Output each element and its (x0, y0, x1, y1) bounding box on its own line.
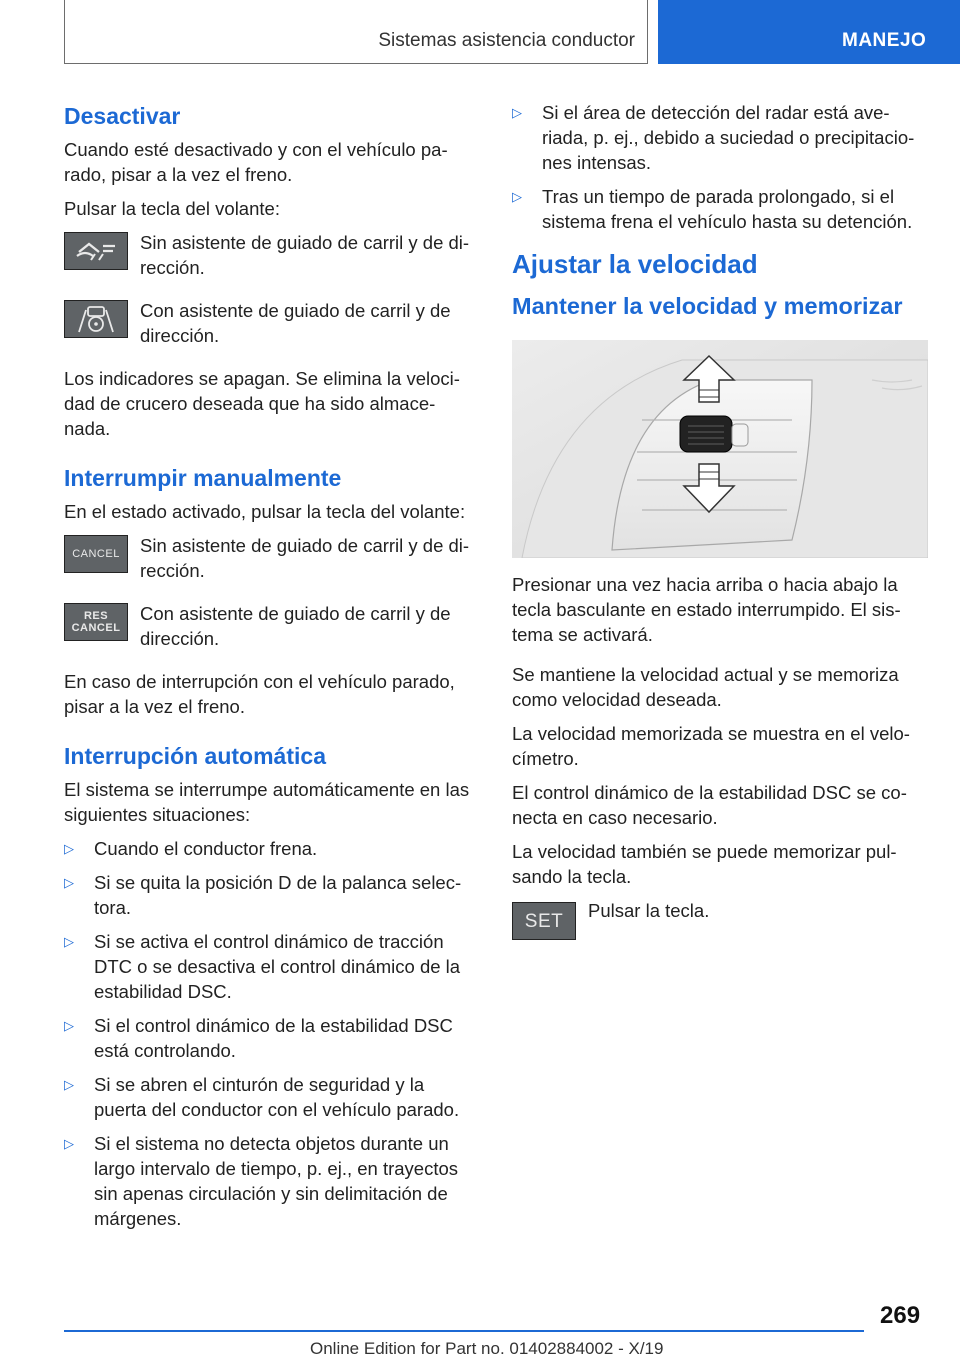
left-column (64, 100, 480, 1240)
list-item: ▷ Si el área de detección del radar está ave-riada, p. ej., debido a suciedad o precipitacio-nes intensas. (512, 102, 915, 173)
button-description: Sin asistente de guiado de carril y de di-rección. (140, 232, 470, 278)
edition-note: Online Edition for Part no. 01402884002 - X/19 (310, 1339, 664, 1358)
page-header (0, 0, 960, 66)
list-item: ▷ Si se abren el cinturón de seguridad y la puerta del conductor con el vehículo parado. (64, 1074, 460, 1120)
bullet-arrow-icon: ▷ (512, 189, 522, 204)
bullet-arrow-icon: ▷ (64, 875, 74, 890)
paragraph: Se mantiene la velocidad actual y se memoriza como velocidad deseada. (512, 664, 899, 710)
heading-interrumpir-manualmente: Interrumpir manualmente (64, 465, 342, 491)
situations-list-continued (512, 100, 928, 234)
situations-list (64, 836, 480, 1231)
button-row (64, 533, 480, 583)
cancel-key-icon (64, 535, 128, 573)
section-box (64, 0, 648, 64)
bullet-arrow-icon: ▷ (64, 1077, 74, 1092)
paragraph: El control dinámico de la estabilidad DSC se co-necta en caso necesario. (512, 782, 907, 828)
bullet-arrow-icon: ▷ (64, 841, 74, 856)
steering-wheel-rocker-illustration (512, 340, 928, 558)
button-row (64, 230, 480, 280)
set-key-label: SET (524, 910, 564, 932)
footer-divider (64, 1330, 864, 1332)
heading-ajustar-velocidad: Ajustar la velocidad (512, 249, 758, 279)
button-row (64, 601, 480, 651)
right-column (512, 100, 928, 958)
button-description: Con asistente de guiado de carril y de dirección. (140, 603, 451, 649)
heading-mantener-velocidad: Mantener la velocidad y memorizar (512, 293, 903, 319)
paragraph: Los indicadores se apagan. Se elimina la veloci-dad de crucero deseada que ha sido almace-nada. (64, 368, 460, 439)
list-item: ▷ Si el control dinámico de la estabilidad DSC está controlando. (64, 1015, 453, 1061)
lane-assist-off-icon (64, 232, 128, 270)
paragraph: Cuando esté desactivado y con el vehículo pa-rado, pisar a la vez el freno. (64, 139, 448, 185)
heading-interrupcion-automatica: Interrupción automática (64, 743, 326, 769)
paragraph: Presionar una vez hacia arriba o hacia abajo la tecla basculante en estado interrumpido. El sis-tema se activará. (512, 574, 901, 645)
bullet-arrow-icon: ▷ (64, 934, 74, 949)
list-item: ▷ Si se activa el control dinámico de tracción DTC o se desactiva el control dinámico de la estabilidad DSC. (64, 931, 461, 1002)
steering-assist-icon (64, 300, 128, 338)
list-item: ▷ Tras un tiempo de parada prolongado, si el sistema frena el vehículo hasta su detención. (512, 186, 913, 232)
cancel-key-label: CANCEL (72, 547, 120, 560)
heading-desactivar: Desactivar (64, 103, 181, 129)
paragraph: El sistema se interrumpe automáticamente en las siguientes situaciones: (64, 779, 470, 825)
bullet-arrow-icon: ▷ (64, 1136, 74, 1151)
set-key-icon (512, 902, 576, 940)
button-description: Sin asistente de guiado de carril y de di-rección. (140, 535, 470, 581)
button-row (64, 298, 480, 348)
cancel-key-label: CANCEL (71, 622, 121, 634)
list-item: ▷ Si el sistema no detecta objetos durante un largo intervalo de tiempo, p. ej., en trayectos sin apenas circulación y sin delimitación de márgenes. (64, 1133, 459, 1229)
page-number: 269 (880, 1302, 921, 1329)
paragraph: La velocidad memorizada se muestra en el velo-címetro. (512, 723, 910, 769)
button-description: Con asistente de guiado de carril y de dirección. (140, 300, 451, 346)
res-key-label: RES (83, 610, 109, 622)
paragraph: En el estado activado, pulsar la tecla del volante: (64, 501, 466, 522)
res-cancel-key-icon (64, 603, 128, 641)
chapter-tab (658, 0, 960, 64)
list-item: ▷ Cuando el conductor frena. (64, 838, 318, 859)
bullet-arrow-icon: ▷ (64, 1018, 74, 1033)
paragraph: La velocidad también se puede memorizar pul-sando la tecla. (512, 841, 897, 887)
paragraph: Pulsar la tecla del volante: (64, 198, 280, 219)
list-item: ▷ Si se quita la posición D de la palanca selec-tora. (64, 872, 462, 918)
button-description: Pulsar la tecla. (588, 900, 710, 921)
button-row (512, 898, 928, 940)
chapter-title: MANEJO (842, 30, 927, 51)
paragraph: En caso de interrupción con el vehículo parado, pisar a la vez el freno. (64, 671, 455, 717)
section-title: Sistemas asistencia conductor (378, 30, 635, 51)
bullet-arrow-icon: ▷ (512, 105, 522, 120)
